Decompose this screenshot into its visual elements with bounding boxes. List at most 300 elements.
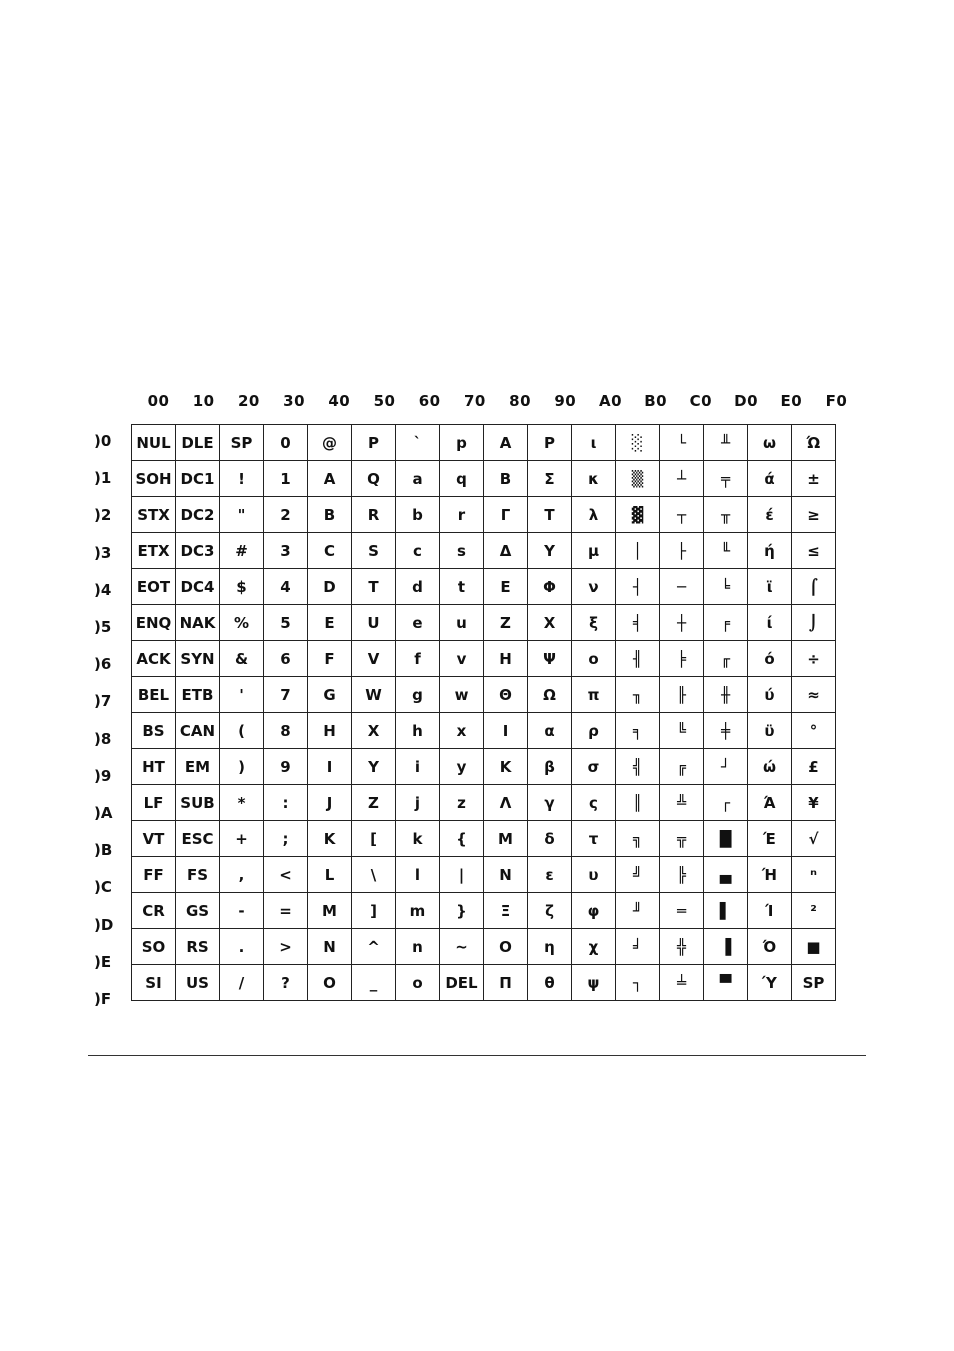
character-cell: ■ [792,929,836,965]
character-cell: CR [132,893,176,929]
character-cell: ▓ [616,497,660,533]
column-header: 10 [192,392,215,410]
character-cell: d [396,569,440,605]
character-cell: ρ [572,713,616,749]
character-cell: O [484,929,528,965]
character-cell: | [440,857,484,893]
character-cell: R [352,497,396,533]
character-cell: P [528,425,572,461]
character-cell: ▀ [704,965,748,1001]
row-header: )1 [94,469,112,488]
character-cell: Ό [748,929,792,965]
character-cell: 7 [264,677,308,713]
row-header: )3 [94,543,112,562]
character-cell: Σ [528,461,572,497]
character-cell: ς [572,785,616,821]
character-cell: RS [176,929,220,965]
character-cell: ╓ [704,641,748,677]
character-cell: █ [704,821,748,857]
character-cell: DC3 [176,533,220,569]
character-cell: t [440,569,484,605]
character-cell: ( [220,713,264,749]
character-cell: 6 [264,641,308,677]
character-cell: % [220,605,264,641]
character-cell: STX [132,497,176,533]
character-cell: LF [132,785,176,821]
character-cell: ο [572,641,616,677]
character-cell: i [396,749,440,785]
character-cell: T [352,569,396,605]
character-cell: ; [264,821,308,857]
row-header: )4 [94,580,112,599]
character-cell: < [264,857,308,893]
character-cell: g [396,677,440,713]
character-cell: β [528,749,572,785]
character-cell: Π [484,965,528,1001]
table-row [132,713,836,749]
character-cell: θ [528,965,572,1001]
character-cell: X [352,713,396,749]
character-cell: DEL [440,965,484,1001]
character-cell: ϋ [748,713,792,749]
character-cell: c [396,533,440,569]
character-cell: 2 [264,497,308,533]
character-cell: ί [748,605,792,641]
character-cell: Φ [528,569,572,605]
table-row [132,533,836,569]
column-header: E0 [780,392,803,410]
character-cell: y [440,749,484,785]
character-cell: Γ [484,497,528,533]
character-cell: = [264,893,308,929]
character-cell: ° [792,713,836,749]
character-cell: ⌠ [792,569,836,605]
character-cell: ▄ [704,857,748,893]
character-cell: ¥ [792,785,836,821]
character-cell: I [484,713,528,749]
character-cell: ώ [748,749,792,785]
character-cell: τ [572,821,616,857]
character-cell: ESC [176,821,220,857]
character-cell: ≤ [792,533,836,569]
column-header: 50 [373,392,396,410]
character-cell: ETX [132,533,176,569]
character-cell: ╪ [704,713,748,749]
character-cell: ACK [132,641,176,677]
character-cell: ^ [352,929,396,965]
character-cell: ╧ [660,965,704,1001]
column-header: 30 [283,392,306,410]
character-cell: j [396,785,440,821]
character-cell: ─ [660,569,704,605]
character-cell: ╜ [616,893,660,929]
character-cell: ┘ [704,749,748,785]
character-cell: BEL [132,677,176,713]
character-cell: k [396,821,440,857]
character-cell: Z [352,785,396,821]
character-cell: ┬ [660,497,704,533]
character-cell: SI [132,965,176,1001]
character-cell: C [308,533,352,569]
character-cell: A [484,425,528,461]
character-cell: x [440,713,484,749]
character-cell: ╤ [704,461,748,497]
character-cell: DC2 [176,497,220,533]
character-cell: SOH [132,461,176,497]
character-cell: Y [352,749,396,785]
character-cell: m [396,893,440,929]
character-cell: ² [792,893,836,929]
character-cell: υ [572,857,616,893]
character-cell: / [220,965,264,1001]
row-header: )B [94,841,113,860]
column-header: C0 [689,392,713,410]
character-cell: ╘ [704,569,748,605]
character-cell: N [308,929,352,965]
table-row [132,857,836,893]
character-cell: u [440,605,484,641]
character-cell: w [440,677,484,713]
character-cell: H [308,713,352,749]
character-cell: ζ [528,893,572,929]
character-cell: NAK [176,605,220,641]
character-cell: ╬ [660,929,704,965]
character-cell: ≥ [792,497,836,533]
character-cell: Z [484,605,528,641]
column-header: A0 [598,392,623,410]
character-cell: κ [572,461,616,497]
character-cell: # [220,533,264,569]
character-cell: η [528,929,572,965]
character-cell: : [264,785,308,821]
character-cell: A [308,461,352,497]
character-cell: SYN [176,641,220,677]
character-cell: σ [572,749,616,785]
column-header: B0 [644,392,668,410]
character-cell: ξ [572,605,616,641]
character-cell: ι [572,425,616,461]
character-cell: US [176,965,220,1001]
character-code-table [131,424,836,1001]
character-cell: ? [264,965,308,1001]
character-cell: ┌ [704,785,748,821]
character-cell: J [308,785,352,821]
character-cell: ╡ [616,605,660,641]
character-cell: ± [792,461,836,497]
character-cell: λ [572,497,616,533]
character-cell: Q [352,461,396,497]
character-cell: K [484,749,528,785]
character-cell: * [220,785,264,821]
character-cell: ═ [660,893,704,929]
character-cell: SO [132,929,176,965]
character-cell: 8 [264,713,308,749]
row-header: )C [94,878,112,897]
column-header: 90 [554,392,577,410]
character-cell: ω [748,425,792,461]
character-cell: ▒ [616,461,660,497]
character-cell: Λ [484,785,528,821]
character-cell: K [308,821,352,857]
character-cell: Y [528,533,572,569]
character-cell: ╖ [616,677,660,713]
row-header: )F [94,990,112,1008]
character-cell: I [308,749,352,785]
character-cell: N [484,857,528,893]
character-cell: z [440,785,484,821]
character-cell: - [220,893,264,929]
character-cell: ÷ [792,641,836,677]
character-cell: X [528,605,572,641]
column-header: 20 [237,392,260,410]
character-cell: 4 [264,569,308,605]
column-header: 60 [418,392,441,410]
column-header: 80 [509,392,532,410]
character-cell: M [308,893,352,929]
character-cell: ψ [572,965,616,1001]
character-cell: Ώ [792,425,836,461]
row-header: )D [94,915,114,934]
character-cell: CAN [176,713,220,749]
character-cell: Ή [748,857,792,893]
character-cell: ETB [176,677,220,713]
character-cell: Ξ [484,893,528,929]
character-cell: o [396,965,440,1001]
character-cell: ┴ [660,461,704,497]
character-cell: H [484,641,528,677]
character-cell: ┤ [616,569,660,605]
character-cell: ) [220,749,264,785]
character-cell: P [352,425,396,461]
character-cell: SP [220,425,264,461]
character-cell: l [396,857,440,893]
table-row [132,461,836,497]
character-cell: √ [792,821,836,857]
character-cell: B [484,461,528,497]
character-cell: HT [132,749,176,785]
character-cell: SP [792,965,836,1001]
character-cell: ╟ [660,677,704,713]
character-cell: 3 [264,533,308,569]
character-cell: ░ [616,425,660,461]
character-cell: s [440,533,484,569]
table-row [132,497,836,533]
table-row [132,785,836,821]
character-cell: W [352,677,396,713]
character-cell: DC1 [176,461,220,497]
character-cell: Ψ [528,641,572,677]
row-header: )E [94,952,112,971]
character-cell: 0 [264,425,308,461]
character-cell: FF [132,857,176,893]
row-header: )6 [94,655,112,674]
character-cell: ENQ [132,605,176,641]
character-cell: ╕ [616,713,660,749]
character-cell: b [396,497,440,533]
character-cell: δ [528,821,572,857]
character-cell: χ [572,929,616,965]
character-cell: έ [748,497,792,533]
character-cell: q [440,461,484,497]
character-cell: a [396,461,440,497]
character-cell: E [308,605,352,641]
character-cell: " [220,497,264,533]
character-cell: ή [748,533,792,569]
character-cell: ! [220,461,264,497]
character-cell: ╔ [660,749,704,785]
character-cell: │ [616,533,660,569]
row-header: )A [94,804,113,822]
character-cell: , [220,857,264,893]
character-cell: n [396,929,440,965]
character-cell: Ί [748,893,792,929]
column-header: 70 [463,392,486,410]
character-cell: ╙ [704,533,748,569]
character-cell: ╢ [616,641,660,677]
row-header: )7 [94,692,112,711]
table-row [132,965,836,1001]
character-cell: > [264,929,308,965]
character-cell: ╨ [704,425,748,461]
character-cell: F [308,641,352,677]
character-cell: VT [132,821,176,857]
character-cell: ╞ [660,641,704,677]
column-header-row [0,392,954,418]
character-cell: ╗ [616,821,660,857]
character-cell: GS [176,893,220,929]
row-header: )9 [94,766,112,785]
character-cell: } [440,893,484,929]
character-cell: ⌡ [792,605,836,641]
character-cell: ~ [440,929,484,965]
table-row [132,677,836,713]
character-cell: ┐ [616,965,660,1001]
table-row [132,749,836,785]
character-cell: U [352,605,396,641]
character-cell: EM [176,749,220,785]
character-cell: ≈ [792,677,836,713]
table-row [132,893,836,929]
character-cell: ╦ [660,821,704,857]
character-cell: Θ [484,677,528,713]
character-cell: [ [352,821,396,857]
character-cell: r [440,497,484,533]
character-cell: f [396,641,440,677]
character-cell: ╫ [704,677,748,713]
row-header: )8 [94,729,112,748]
character-cell: Έ [748,821,792,857]
character-cell: DLE [176,425,220,461]
character-cell: └ [660,425,704,461]
row-header: )0 [94,432,112,450]
character-cell: BS [132,713,176,749]
character-cell: + [220,821,264,857]
character-cell: 1 [264,461,308,497]
character-cell: ϊ [748,569,792,605]
character-cell: & [220,641,264,677]
character-cell: 9 [264,749,308,785]
character-cell: ά [748,461,792,497]
column-header: 40 [328,392,351,410]
character-cell: D [308,569,352,605]
character-cell: £ [792,749,836,785]
row-header: )2 [94,506,112,525]
character-cell: V [352,641,396,677]
character-cell: ▐ [704,929,748,965]
character-cell: ╚ [660,713,704,749]
character-cell: ν [572,569,616,605]
character-cell: Ά [748,785,792,821]
character-cell: ╠ [660,857,704,893]
character-cell: . [220,929,264,965]
character-cell: ╝ [616,857,660,893]
table-row [132,569,836,605]
character-cell: ╩ [660,785,704,821]
character-cell: E [484,569,528,605]
character-cell: \ [352,857,396,893]
table-row [132,929,836,965]
character-cell: φ [572,893,616,929]
character-cell: ` [396,425,440,461]
character-cell: μ [572,533,616,569]
character-cell: L [308,857,352,893]
character-cell: ┼ [660,605,704,641]
character-cell: v [440,641,484,677]
character-cell: @ [308,425,352,461]
character-cell: ╒ [704,605,748,641]
character-cell: O [308,965,352,1001]
character-cell: S [352,533,396,569]
character-cell: Ω [528,677,572,713]
character-cell: ├ [660,533,704,569]
character-cell: _ [352,965,396,1001]
character-cell: ║ [616,785,660,821]
character-cell: h [396,713,440,749]
table-row [132,425,836,461]
character-cell: SUB [176,785,220,821]
character-cell: NUL [132,425,176,461]
column-header: D0 [734,392,759,410]
character-cell: EOT [132,569,176,605]
character-cell: 5 [264,605,308,641]
character-cell: π [572,677,616,713]
column-header: F0 [825,392,848,410]
character-cell: ' [220,677,264,713]
character-cell: γ [528,785,572,821]
table-row [132,821,836,857]
character-cell: α [528,713,572,749]
character-cell: M [484,821,528,857]
character-cell: ό [748,641,792,677]
footer-divider [88,1055,866,1056]
character-cell: DC4 [176,569,220,605]
character-cell: ╛ [616,929,660,965]
character-cell: p [440,425,484,461]
character-cell: ε [528,857,572,893]
character-cell: ⁿ [792,857,836,893]
table-row [132,641,836,677]
character-cell: T [528,497,572,533]
character-cell: { [440,821,484,857]
character-cell: ╥ [704,497,748,533]
character-cell: ▌ [704,893,748,929]
character-cell: FS [176,857,220,893]
character-cell: Δ [484,533,528,569]
character-cell: Ύ [748,965,792,1001]
column-header: 00 [147,392,170,410]
character-cell: G [308,677,352,713]
character-cell: ╣ [616,749,660,785]
